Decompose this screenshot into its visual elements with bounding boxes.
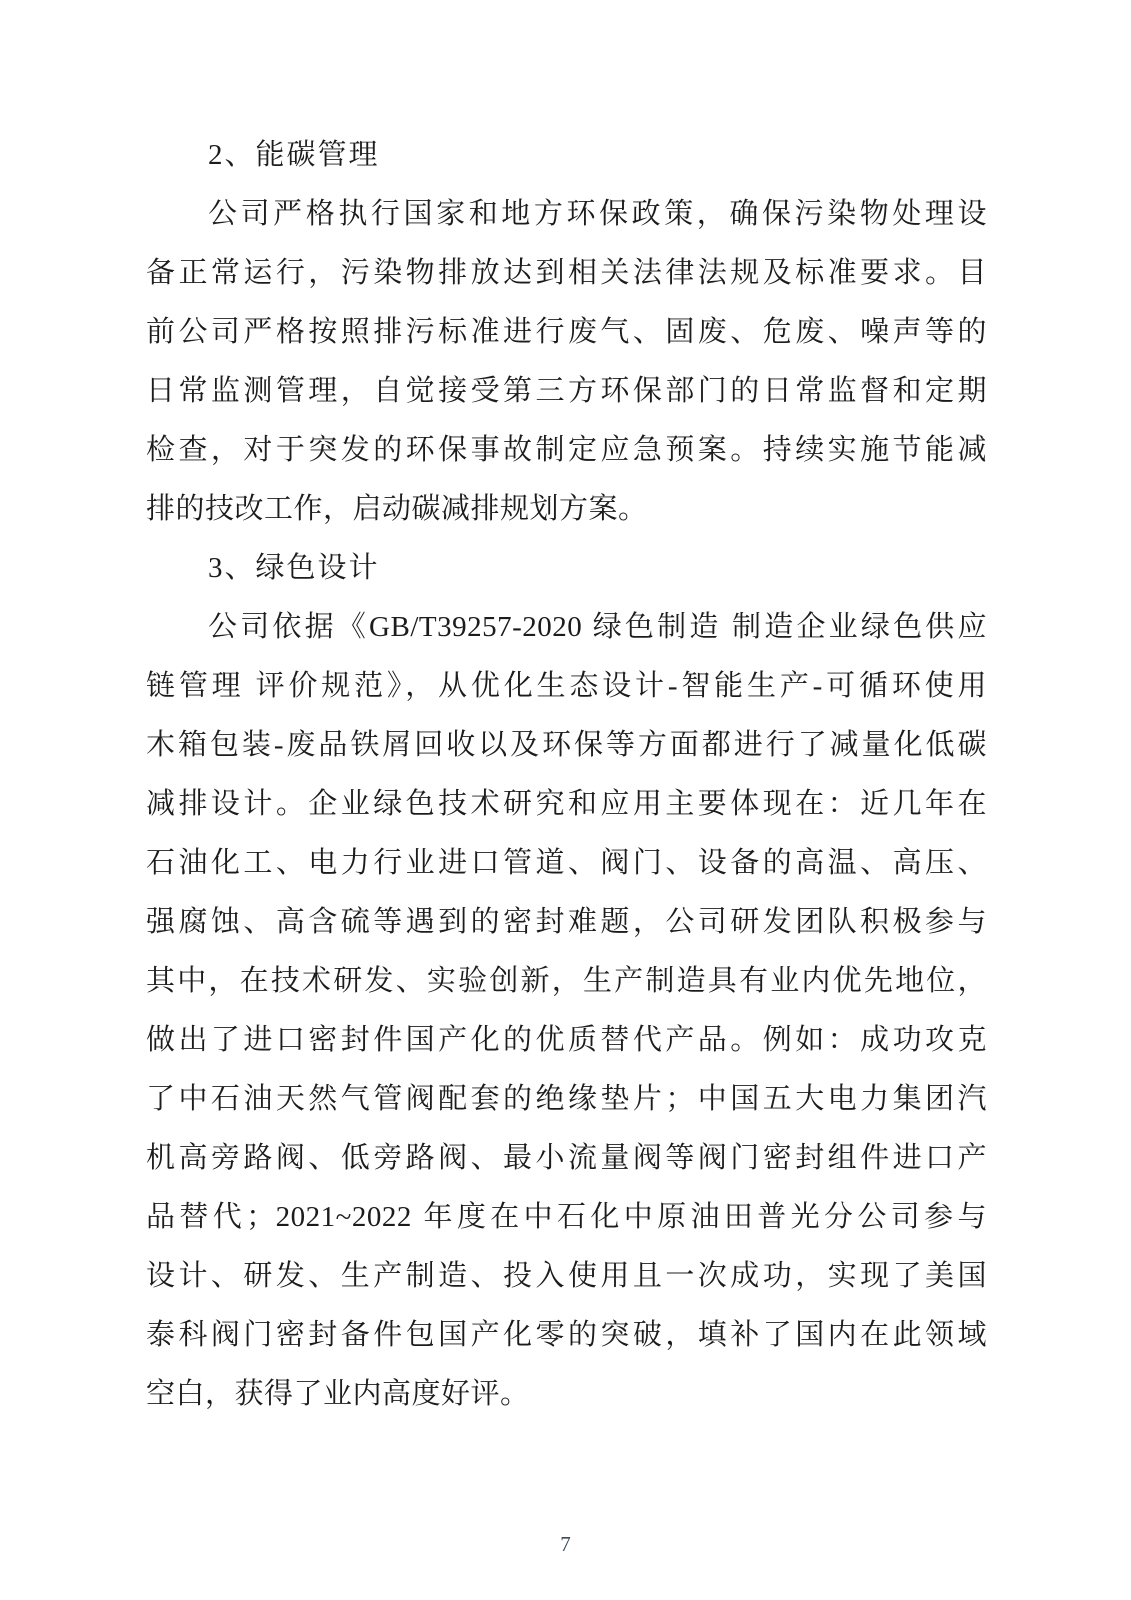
text-line: 机高旁路阀、低旁路阀、最小流量阀等阀门密封组件进口产 (146, 1142, 987, 1174)
text-line: 排的技改工作，启动碳减排规划方案。 (146, 493, 648, 525)
text-line: 减排设计。企业绿色技术研究和应用主要体现在：近几年在 (146, 788, 987, 820)
text-line: 做出了进口密封件国产化的优质替代产品。例如：成功攻克 (146, 1024, 987, 1056)
text-line: 日常监测管理，自觉接受第三方环保部门的日常监督和定期 (146, 375, 987, 407)
page-number: 7 (560, 1532, 571, 1556)
text-line: 设计、研发、生产制造、投入使用且一次成功，实现了美国 (146, 1260, 987, 1292)
section-heading: 2、能碳管理 (208, 139, 380, 171)
text-line: 木箱包装-废品铁屑回收以及环保等方面都进行了减量化低碳 (146, 729, 987, 761)
text-line: 品替代；2021~2022 年度在中石化中原油田普光分公司参与 (146, 1201, 987, 1233)
text-line: 强腐蚀、高含硫等遇到的密封难题，公司研发团队积极参与 (146, 906, 987, 938)
text-line: 其中，在技术研发、实验创新，生产制造具有业内优先地位， (146, 965, 987, 997)
text-line: 空白，获得了业内高度好评。 (146, 1378, 530, 1410)
text-line: 链管理 评价规范》，从优化生态设计-智能生产-可循环使用 (146, 670, 987, 702)
text-line: 公司严格执行国家和地方环保政策，确保污染物处理设 (208, 198, 987, 230)
text-line: 备正常运行，污染物排放达到相关法律法规及标准要求。目 (146, 257, 987, 289)
text-line: 前公司严格按照排污标准进行废气、固废、危废、噪声等的 (146, 316, 987, 348)
text-line: 泰科阀门密封备件包国产化零的突破，填补了国内在此领域 (146, 1319, 987, 1351)
text-line: 石油化工、电力行业进口管道、阀门、设备的高温、高压、 (146, 847, 987, 879)
text-line: 检查，对于突发的环保事故制定应急预案。持续实施节能减 (146, 434, 987, 466)
section-heading: 3、绿色设计 (208, 552, 380, 584)
text-line: 公司依据《GB/T39257-2020 绿色制造 制造企业绿色供应 (208, 611, 987, 643)
text-line: 了中石油天然气管阀配套的绝缘垫片；中国五大电力集团汽 (146, 1083, 987, 1115)
page-body-text (146, 126, 987, 1424)
